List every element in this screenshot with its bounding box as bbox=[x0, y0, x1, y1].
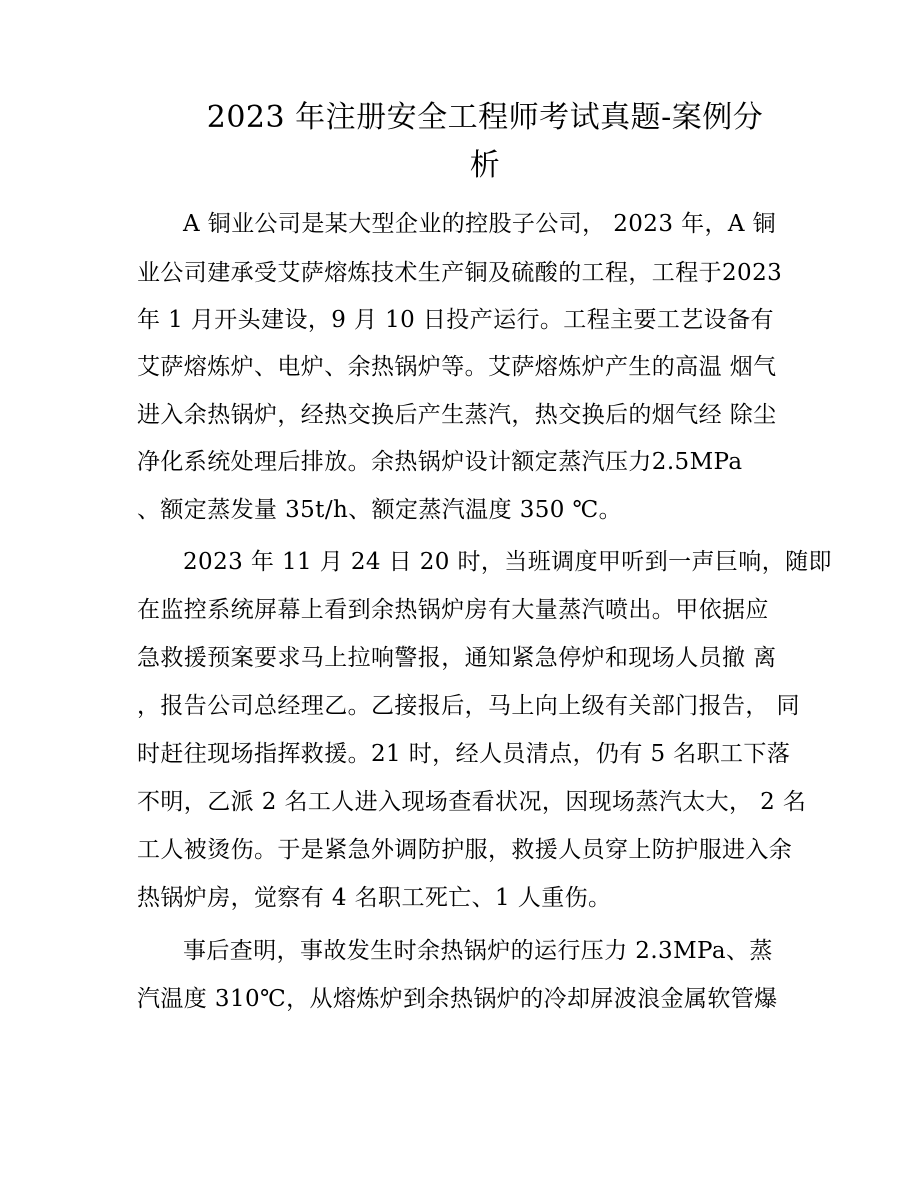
paragraph-1-line-1: A 铜业公司是某大型企业的控股子公司， 2023 年，A 铜 bbox=[183, 211, 776, 237]
paragraph-1-line-4: 艾萨熔炼炉、电炉、余热锅炉等。艾萨熔炼炉产生的高温 烟气 bbox=[137, 354, 777, 380]
paragraph-2-line-5: 时赶往现场指挥救援。21 时，经人员清点，仍有 5 名职工下落 bbox=[137, 741, 791, 767]
paragraph-3-line-1: 事后查明，事故发生时余热锅炉的运行压力 2.3MPa、蒸 bbox=[183, 938, 773, 964]
paragraph-1-line-7: 、额定蒸发量 35t/h、额定蒸汽温度 350 ℃。 bbox=[137, 497, 623, 523]
document-title-line-1: 2023 年注册安全工程师考试真题-案例分 bbox=[206, 100, 764, 135]
paragraph-3-line-2: 汽温度 310℃，从熔炼炉到余热锅炉的冷却屏波浪金属软管爆 bbox=[137, 986, 778, 1012]
paragraph-1-line-6: 净化系统处理后排放。余热锅炉设计额定蒸汽压力2.5MPa bbox=[137, 449, 743, 475]
paragraph-2-line-1: 2023 年 11 月 24 日 20 时，当班调度甲听到一声巨响，随即 bbox=[183, 549, 832, 575]
document-title-line-2: 析 bbox=[469, 148, 501, 183]
paragraph-1-line-3: 年 1 月开头建设，9 月 10 日投产运行。工程主要工艺设备有 bbox=[137, 307, 774, 333]
paragraph-2-line-7: 工人被烫伤。于是紧急外调防护服，救援人员穿上防护服进入余 bbox=[137, 837, 793, 863]
paragraph-2-line-4: ，报告公司总经理乙。乙接报后，马上向上级有关部门报告， 同 bbox=[137, 693, 800, 719]
paragraph-2-line-2: 在监控系统屏幕上看到余热锅炉房有大量蒸汽喷出。甲依据应 bbox=[137, 597, 769, 623]
paragraph-1-line-5: 进入余热锅炉，经热交换后产生蒸汽，热交换后的烟气经 除尘 bbox=[137, 402, 777, 428]
paragraph-2-line-8: 热锅炉房，觉察有 4 名职工死亡、1 人重伤。 bbox=[137, 885, 612, 911]
paragraph-1-line-2: 业公司建承受艾萨熔炼技术生产铜及硫酸的工程，工程于2023 bbox=[137, 260, 783, 286]
paragraph-2-line-6: 不明，乙派 2 名工人进入现场查看状况，因现场蒸汽太大， 2 名 bbox=[137, 789, 807, 815]
paragraph-2-line-3: 急救援预案要求马上拉响警报，通知紧急停炉和现场人员撤 离 bbox=[137, 645, 777, 671]
